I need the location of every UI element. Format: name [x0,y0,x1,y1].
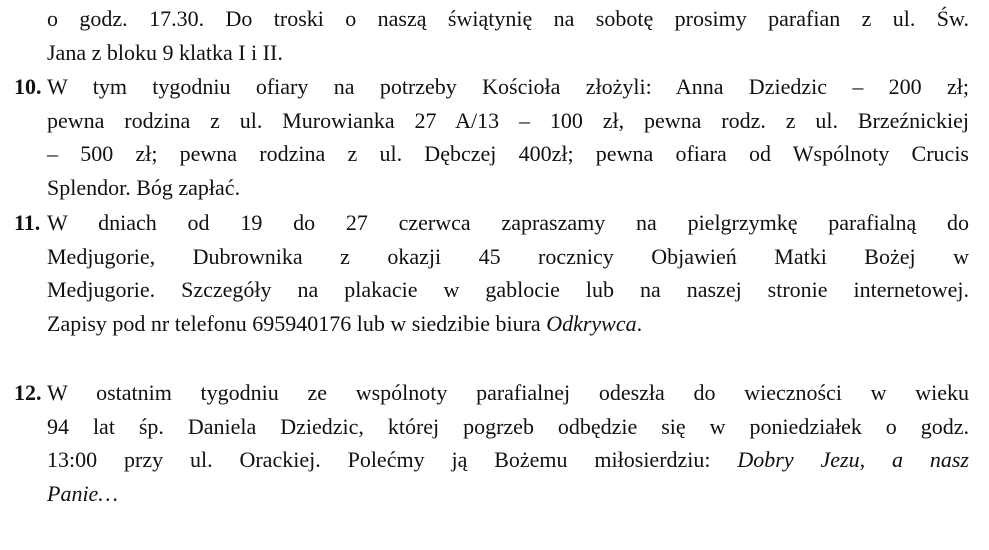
announcement-item-10 [14,70,969,204]
text-line: 94 lat śp. Daniela Dziedzic, której pogrzeb odbędzie się w poniedziałek o godz. [47,413,969,439]
item-text [47,206,969,340]
text-line: Splendor. Bóg zapłać. [47,174,241,200]
item-number: 10. [14,74,42,99]
item-text [47,70,969,204]
text-line: Medjugorie, Dubrownika z okazji 45 rocznicy Objawień Matki Bożej w [47,243,969,269]
office-name: Odkrywca [546,310,637,336]
text-line [47,443,969,477]
announcement-item-12 [14,376,969,510]
text-line: pewna rodzina z ul. Murowianka 27 A/13 – 100 zł, pewna rodz. z ul. Brzeźnickiej [47,107,969,133]
text-run: Zapisy pod nr telefonu 695940176 lub w siedzibie biura [47,310,547,336]
text-line: o godz. 17.30. Do troski o naszą świątynię na sobotę prosimy parafian z ul. Św. [47,6,969,31]
text-run: . [636,310,643,336]
prayer-text: Panie… [47,480,118,506]
text-line: – 500 zł; pewna rodzina z ul. Dębczej 400zł; pewna ofiara od Wspólnoty Crucis [47,141,969,166]
text-line: Jana z bloku 9 klatka I i II. [47,39,283,65]
text-line: W dniach od 19 do 27 czerwca zapraszamy na pielgrzymkę parafialną do [47,210,969,235]
item-text [47,376,969,510]
continuation-paragraph [47,2,969,69]
text-line [47,307,969,341]
item-number: 12. [14,380,42,405]
text-line: W tym tygodniu ofiary na potrzeby Kościoła złożyli: Anna Dziedzic – 200 zł; [47,74,969,99]
item-number: 11. [14,210,41,235]
announcement-item-11 [14,206,969,340]
text-run: 13:00 przy ul. Orackiej. Polećmy ją Bożemu miłosierdziu: [47,447,738,472]
prayer-text: Dobry Jezu, a nasz [737,447,969,472]
text-line [47,477,969,511]
text-line: W ostatnim tygodniu ze wspólnoty parafialnej odeszła do wieczności w wieku [47,380,969,405]
text-line: Medjugorie. Szczegóły na plakacie w gablocie lub na naszej stronie internetowej. [47,277,969,302]
